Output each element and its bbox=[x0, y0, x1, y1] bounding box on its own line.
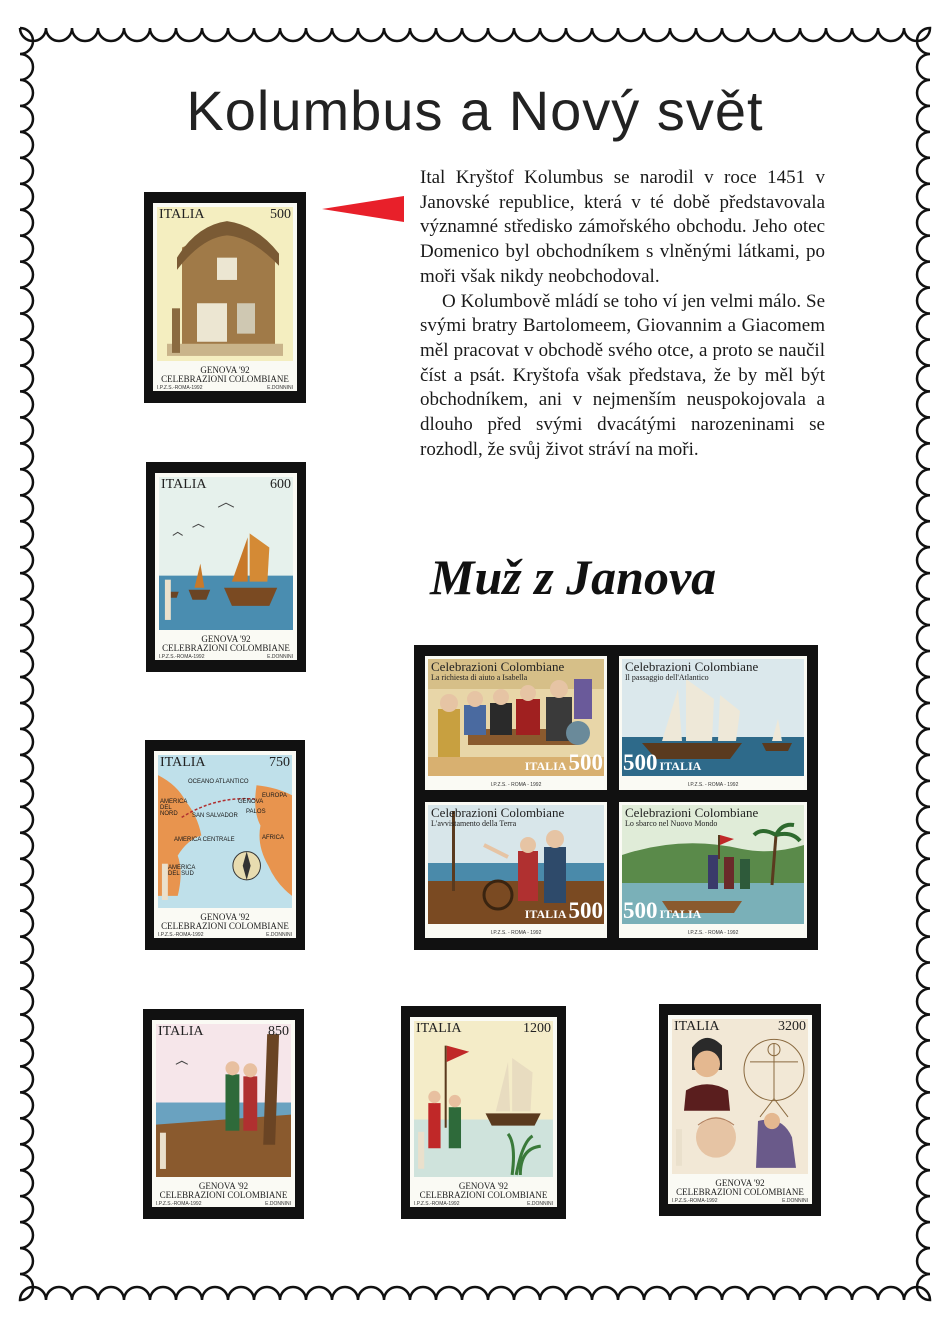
block-stamp-value bbox=[623, 750, 701, 776]
block-stamp-footer: I.P.Z.S. - ROMA - 1992 bbox=[490, 782, 542, 788]
block-stamp-country: ITALIA bbox=[659, 759, 702, 773]
stamp-country: ITALIA bbox=[161, 477, 207, 492]
stamp-block-of-four bbox=[414, 645, 818, 950]
stamp-artist: E.DONNINI bbox=[267, 385, 293, 391]
stamp-printer: I.P.Z.S.-ROMA-1992 bbox=[157, 385, 203, 391]
stamp-line1: GENOVA '92 bbox=[200, 912, 250, 922]
block-stamp-country: ITALIA bbox=[524, 759, 567, 773]
block-stamp-landing bbox=[619, 802, 807, 938]
block-stamp-caption: La richiesta di aiuto a Isabella bbox=[431, 673, 528, 682]
stamp-printer: I.P.Z.S.-ROMA-1992 bbox=[158, 932, 204, 938]
stamp-printer: I.P.Z.S.-ROMA-1992 bbox=[156, 1201, 202, 1207]
stamp-art-house bbox=[157, 207, 293, 361]
stamp-line2: CELEBRAZIONI COLOMBIANE bbox=[161, 374, 289, 384]
paragraph-2: O Kolumbově mládí se toho ví jen velmi málo. Se svými bratry Bartolomeem, Giovannim a Giacomem měl pracovat v obchodě svého otce, a proto se naučil číst a psát. Kryštofa však představa, že by měl být obchodníkem, ani v nejmenším neuspokojovala a dlouho před svými dvacátými narozeninami se rozhodl, že svůj život stráví na moři. bbox=[420, 290, 825, 460]
stamp-printer: I.P.Z.S.-ROMA-1992 bbox=[672, 1198, 718, 1204]
block-stamp-title: Celebrazioni Colombiane bbox=[431, 659, 565, 674]
stamp-country: ITALIA bbox=[160, 755, 206, 770]
stamp-art-portrait bbox=[672, 1019, 808, 1174]
stamp-1200 bbox=[401, 1006, 566, 1219]
stamp-artist: E.DONNINI bbox=[267, 654, 293, 660]
stamp-value: 850 bbox=[268, 1024, 289, 1039]
block-stamp-footer: I.P.Z.S. - ROMA - 1992 bbox=[490, 930, 542, 936]
stamp-paper bbox=[153, 203, 297, 391]
stamp-art-deck bbox=[156, 1024, 291, 1177]
block-stamp-value-number: 500 bbox=[623, 898, 658, 923]
block-stamp-value bbox=[525, 898, 603, 924]
stamp-line2: CELEBRAZIONI COLOMBIANE bbox=[676, 1187, 804, 1197]
stamp-line1: GENOVA '92 bbox=[715, 1178, 765, 1188]
stamp-art-ships bbox=[159, 477, 293, 630]
stamp-500 bbox=[144, 192, 306, 403]
map-label: GENOVA bbox=[238, 799, 264, 805]
map-label: SAN SALVADOR bbox=[192, 813, 238, 819]
stamp-country: ITALIA bbox=[158, 1024, 204, 1039]
stamp-line1: GENOVA '92 bbox=[201, 634, 251, 644]
stamp-value: 3200 bbox=[778, 1019, 806, 1034]
stamp-line2: CELEBRAZIONI COLOMBIANE bbox=[162, 643, 290, 653]
block-stamp-footer: I.P.Z.S. - ROMA - 1992 bbox=[687, 782, 739, 788]
stamp-artist: E.DONNINI bbox=[265, 1201, 291, 1207]
block-stamp-value-number: 500 bbox=[568, 750, 603, 775]
block-stamp-sighting bbox=[425, 802, 607, 938]
map-label: EUROPA bbox=[262, 793, 287, 799]
map-label: AMERICA DEL NORD bbox=[160, 799, 188, 817]
map-label: PALOS bbox=[246, 809, 266, 815]
stamp-line1: GENOVA '92 bbox=[458, 1181, 509, 1191]
stamp-value: 750 bbox=[269, 755, 290, 770]
stamp-line2: CELEBRAZIONI COLOMBIANE bbox=[161, 921, 289, 931]
stamp-country: ITALIA bbox=[674, 1019, 720, 1034]
stamp-paper bbox=[154, 751, 296, 938]
block-stamp-country: ITALIA bbox=[524, 907, 567, 921]
block-stamp-value bbox=[525, 750, 603, 776]
map-label: AMERICA DEL SUD bbox=[168, 865, 196, 877]
stamp-paper bbox=[155, 473, 297, 660]
stamp-paper bbox=[410, 1017, 557, 1207]
block-stamp-caption: Il passaggio dell'Atlantico bbox=[625, 673, 709, 682]
map-label: AMERICA CENTRALE bbox=[174, 837, 235, 843]
block-stamp-title: Celebrazioni Colombiane bbox=[625, 659, 759, 674]
block-stamp-caption: Lo sbarco nel Nuovo Mondo bbox=[625, 819, 718, 828]
paragraph-1: Ital Kryštof Kolumbus se narodil v roce 1451 v Janovské republice, která v té době představovala významné středisko zámořského obchodu. Jeho otec Domenico byl obchodníkem s vlněnými látkami, po moři však nikdy neobchodoval. bbox=[420, 167, 825, 287]
stamp-value: 1200 bbox=[523, 1021, 551, 1036]
red-pointer-arrow bbox=[322, 196, 404, 222]
stamp-850 bbox=[143, 1009, 304, 1219]
block-stamp-title: Celebrazioni Colombiane bbox=[625, 805, 759, 820]
block-stamp-footer: I.P.Z.S. - ROMA - 1992 bbox=[687, 930, 739, 936]
block-stamp-value-number: 500 bbox=[568, 898, 603, 923]
block-stamp-caption: L'avvistamento della Terra bbox=[431, 819, 517, 828]
block-stamp-atlantic bbox=[619, 656, 807, 790]
stamp-printer: I.P.Z.S.-ROMA-1992 bbox=[414, 1201, 460, 1207]
stamp-artist: E.DONNINI bbox=[266, 932, 292, 938]
block-stamp-country: ITALIA bbox=[659, 907, 702, 921]
page-title: Kolumbus a Nový svět bbox=[186, 79, 764, 142]
stamp-paper bbox=[668, 1015, 812, 1204]
stamp-country: ITALIA bbox=[416, 1021, 462, 1036]
block-stamp-value-number: 500 bbox=[623, 750, 658, 775]
stamp-750 bbox=[145, 740, 305, 950]
stamp-value: 500 bbox=[270, 207, 291, 222]
block-stamp-value bbox=[623, 898, 701, 924]
stamp-value: 600 bbox=[270, 477, 291, 492]
map-labels bbox=[158, 773, 292, 908]
stamp-line2: CELEBRAZIONI COLOMBIANE bbox=[419, 1190, 548, 1200]
stamp-600 bbox=[146, 462, 306, 672]
block-stamp-isabella bbox=[425, 656, 607, 790]
map-label: OCEANO ATLANTICO bbox=[188, 779, 249, 785]
block-stamp-title: Celebrazioni Colombiane bbox=[431, 805, 565, 820]
stamp-line1: GENOVA '92 bbox=[200, 365, 250, 375]
stamp-line2: CELEBRAZIONI COLOMBIANE bbox=[159, 1190, 288, 1200]
map-label: AFRICA bbox=[262, 835, 285, 841]
stamp-artist: E.DONNINI bbox=[527, 1201, 553, 1207]
stamp-country: ITALIA bbox=[159, 207, 205, 222]
stamp-artist: E.DONNINI bbox=[782, 1198, 808, 1204]
stamp-art-landing bbox=[414, 1021, 553, 1177]
article-text bbox=[420, 166, 825, 462]
stamp-paper bbox=[152, 1020, 295, 1207]
stamp-printer: I.P.Z.S.-ROMA-1992 bbox=[159, 654, 205, 660]
section-heading: Muž z Janova bbox=[430, 549, 717, 605]
stamp-3200 bbox=[659, 1004, 821, 1216]
stamp-line1: GENOVA '92 bbox=[198, 1181, 249, 1191]
